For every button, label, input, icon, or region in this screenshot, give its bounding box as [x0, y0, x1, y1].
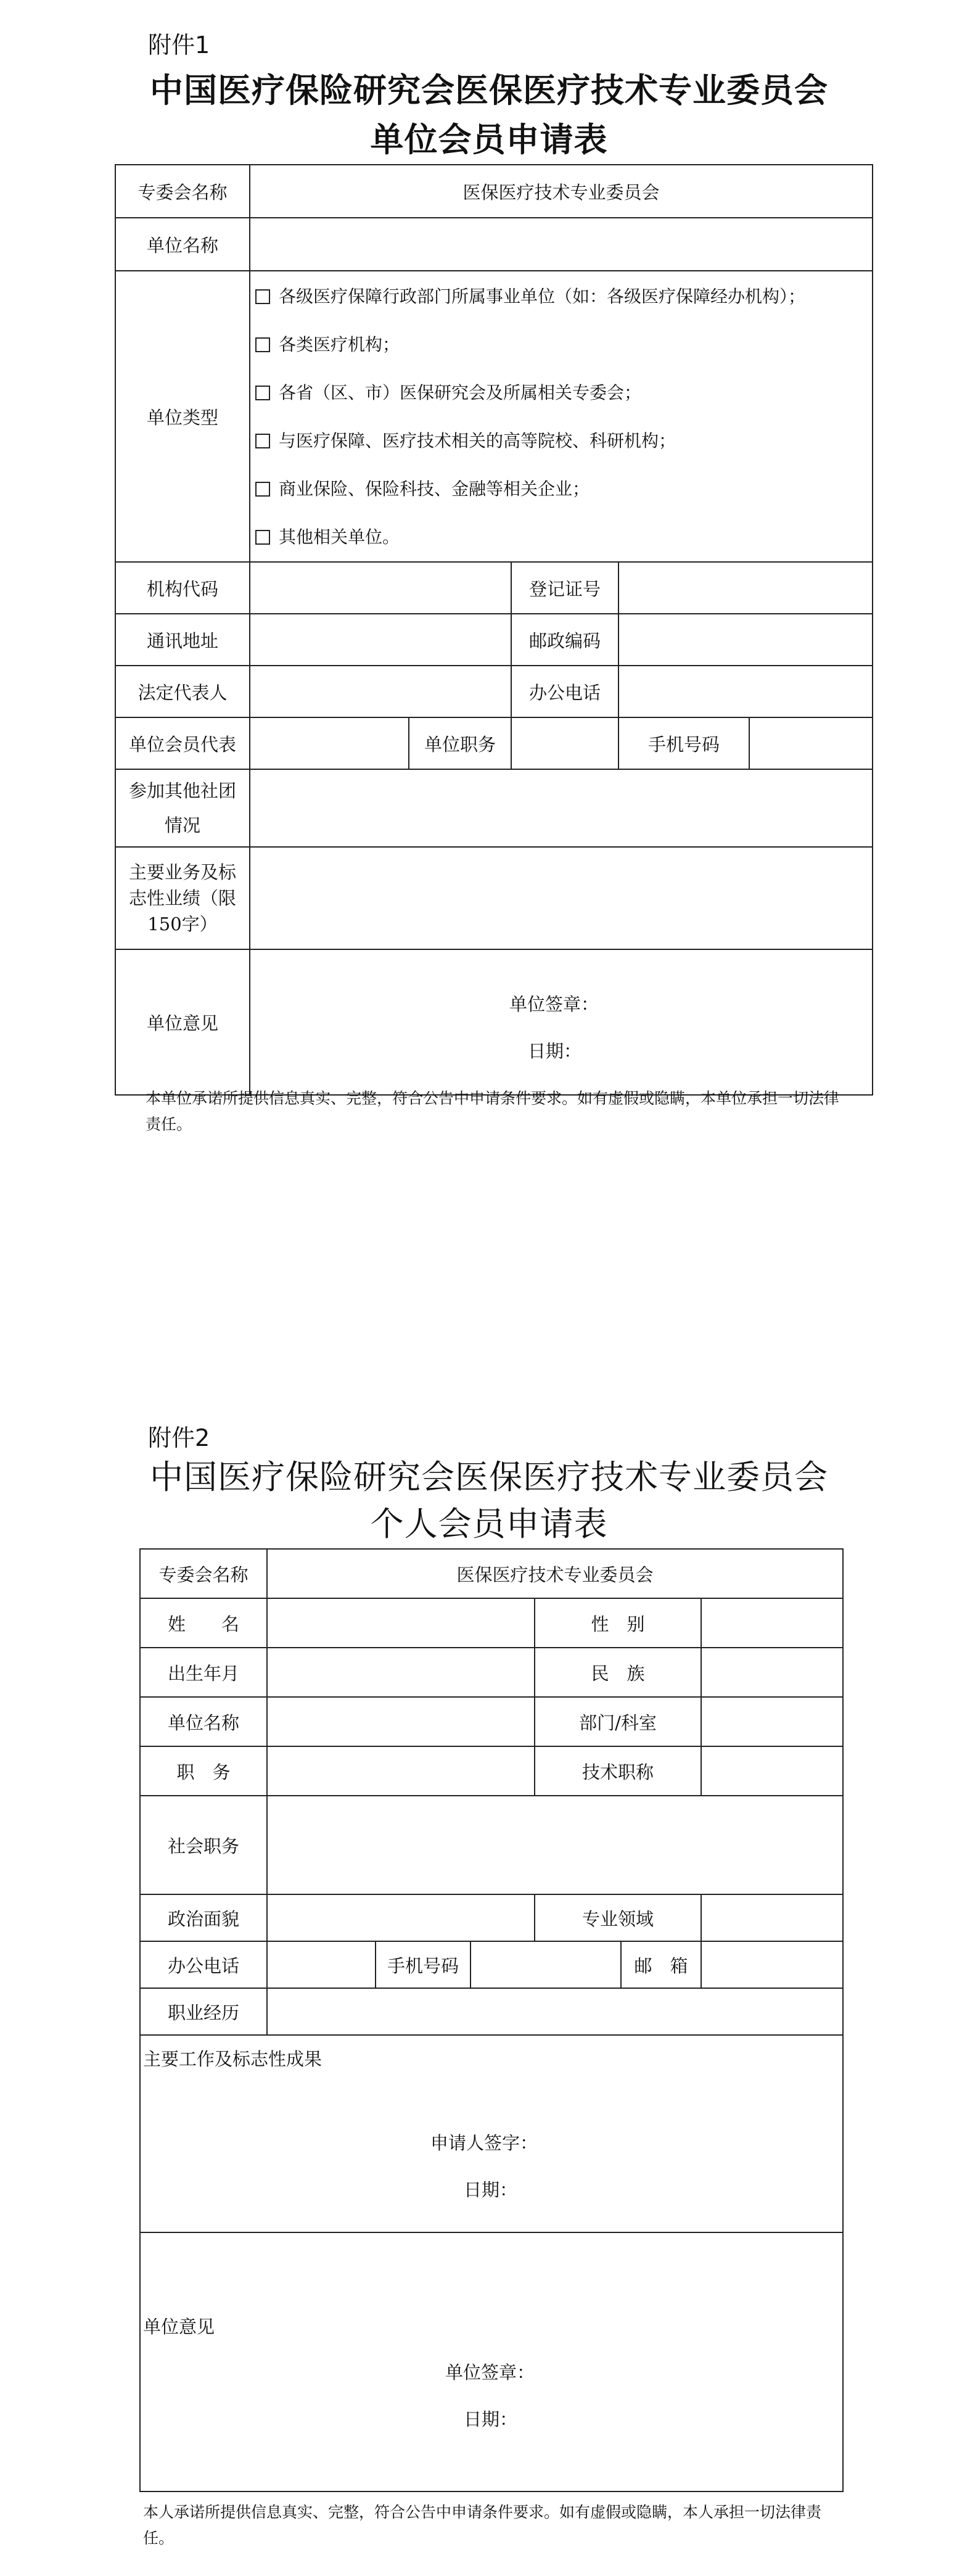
- committee-name-label: 专委会名称: [140, 1549, 267, 1598]
- checkbox-icon[interactable]: [255, 386, 270, 400]
- name-label: 姓 名: [140, 1598, 267, 1648]
- committee-name-value: 医保医疗技术专业委员会: [267, 1549, 843, 1598]
- office-phone-field[interactable]: [618, 666, 873, 717]
- birth-field[interactable]: [267, 1648, 535, 1697]
- unit-opinion-field[interactable]: [140, 2232, 843, 2491]
- job-label: 职 务: [140, 1746, 267, 1796]
- org-code-field[interactable]: [250, 562, 511, 614]
- other-groups-label: 参加其他社团情况: [115, 769, 250, 847]
- checkbox-icon[interactable]: [255, 482, 270, 497]
- title-label: 技术职称: [535, 1746, 701, 1796]
- unit-type-option[interactable]: 各类医疗机构；: [255, 321, 867, 369]
- position-label: 单位职务: [409, 717, 511, 769]
- dept-field[interactable]: [701, 1697, 843, 1746]
- attachment-label: 附件2: [148, 1424, 210, 1451]
- declaration-text: 本单位承诺所提供信息真实、完整，符合公告中申请条件要求。如有虚假或隐瞒，本单位承担一切法律责任。: [146, 1089, 840, 1133]
- unit-member-form-table: [115, 164, 873, 1096]
- date-label: 日期：: [464, 2179, 518, 2200]
- member-rep-field[interactable]: [250, 717, 409, 769]
- declaration-text: 本人承诺所提供信息真实、完整，符合公告中申请条件要求。如有虚假或隐瞒，本人承担一切法律责任。: [143, 2503, 822, 2547]
- postcode-field[interactable]: [618, 614, 873, 666]
- career-label: 职业经历: [140, 1988, 267, 2035]
- other-groups-field[interactable]: [250, 769, 873, 847]
- checkbox-icon[interactable]: [255, 289, 270, 304]
- committee-name-value: 医保医疗技术专业委员会: [250, 165, 873, 218]
- office-phone-field[interactable]: [267, 1941, 376, 1988]
- unit-type-option[interactable]: 各省（区、市）医保研究会及所属相关专委会；: [255, 369, 867, 417]
- unit-name-label: 单位名称: [140, 1697, 267, 1746]
- social-field[interactable]: [267, 1796, 843, 1894]
- office-phone-label: 办公电话: [140, 1941, 267, 1988]
- mobile-label: 手机号码: [376, 1941, 471, 1988]
- mobile-field[interactable]: [749, 717, 873, 769]
- career-field[interactable]: [267, 1988, 843, 2035]
- unit-type-options: [250, 271, 873, 562]
- social-label: 社会职务: [140, 1796, 267, 1894]
- reg-no-label: 登记证号: [511, 562, 618, 614]
- office-phone-label: 办公电话: [511, 666, 618, 717]
- mobile-field[interactable]: [471, 1941, 621, 1988]
- form-subtitle: 单位会员申请表: [370, 120, 608, 159]
- dept-label: 部门/科室: [535, 1697, 701, 1746]
- name-field[interactable]: [267, 1598, 535, 1648]
- unit-type-option[interactable]: 各级医疗保障行政部门所属事业单位（如：各级医疗保障经办机构）；: [255, 273, 867, 321]
- postcode-label: 邮政编码: [511, 614, 618, 666]
- mobile-label: 手机号码: [618, 717, 749, 769]
- ethnicity-label: 民 族: [535, 1648, 701, 1697]
- address-label: 通讯地址: [115, 614, 250, 666]
- form-title: 中国医疗保险研究会医保医疗技术专业委员会: [150, 71, 828, 110]
- gender-label: 性 别: [535, 1598, 701, 1648]
- unit-type-option[interactable]: 商业保险、保险科技、金融等相关企业；: [255, 465, 867, 513]
- political-label: 政治面貌: [140, 1894, 267, 1941]
- personal-member-form-page: [0, 1382, 978, 2576]
- achievements-field[interactable]: [140, 2035, 843, 2232]
- unit-type-option[interactable]: 与医疗保障、医疗技术相关的高等院校、科研机构；: [255, 417, 867, 465]
- personal-member-form-table: [139, 1548, 844, 2492]
- unit-opinion-label: 单位意见: [115, 949, 250, 1095]
- unit-opinion-label: 单位意见: [143, 2316, 215, 2337]
- position-field[interactable]: [511, 717, 618, 769]
- unit-type-label: 单位类型: [115, 271, 250, 562]
- form-title: 中国医疗保险研究会医保医疗技术专业委员会: [150, 1458, 828, 1496]
- unit-name-field[interactable]: [267, 1697, 535, 1746]
- field-field[interactable]: [701, 1894, 843, 1941]
- email-field[interactable]: [701, 1941, 843, 1988]
- legal-rep-label: 法定代表人: [115, 666, 250, 717]
- applicant-sign-label: 申请人签字：: [430, 2132, 538, 2153]
- org-code-label: 机构代码: [115, 562, 250, 614]
- birth-label: 出生年月: [140, 1648, 267, 1697]
- job-field[interactable]: [267, 1746, 535, 1796]
- main-business-label: 主要业务及标志性业绩（限150字）: [115, 847, 250, 949]
- committee-name-label: 专委会名称: [115, 165, 250, 218]
- unit-name-field[interactable]: [250, 218, 873, 271]
- checkbox-icon[interactable]: [255, 337, 270, 352]
- field-label: 专业领域: [535, 1894, 701, 1941]
- unit-opinion-field[interactable]: [250, 949, 873, 1095]
- seal-label: 单位签章：: [509, 994, 599, 1015]
- gender-field[interactable]: [701, 1598, 843, 1648]
- unit-name-label: 单位名称: [115, 218, 250, 271]
- legal-rep-field[interactable]: [250, 666, 511, 717]
- title-field[interactable]: [701, 1746, 843, 1796]
- reg-no-field[interactable]: [618, 562, 873, 614]
- date-label: 日期：: [528, 1041, 582, 1062]
- checkbox-icon[interactable]: [255, 434, 270, 448]
- form-subtitle: 个人会员申请表: [370, 1505, 608, 1543]
- address-field[interactable]: [250, 614, 511, 666]
- checkbox-icon[interactable]: [255, 530, 270, 545]
- seal-label: 单位签章：: [445, 2362, 535, 2383]
- ethnicity-field[interactable]: [701, 1648, 843, 1697]
- political-field[interactable]: [267, 1894, 535, 1941]
- date-label: 日期：: [464, 2409, 518, 2430]
- unit-member-form-page: [0, 0, 978, 1141]
- achievements-label: 主要工作及标志性成果: [143, 2049, 323, 2070]
- member-rep-label: 单位会员代表: [115, 717, 250, 769]
- attachment-label: 附件1: [148, 31, 210, 59]
- main-business-field[interactable]: [250, 847, 873, 949]
- unit-type-option[interactable]: 其他相关单位。: [255, 513, 867, 561]
- email-label: 邮 箱: [621, 1941, 701, 1988]
